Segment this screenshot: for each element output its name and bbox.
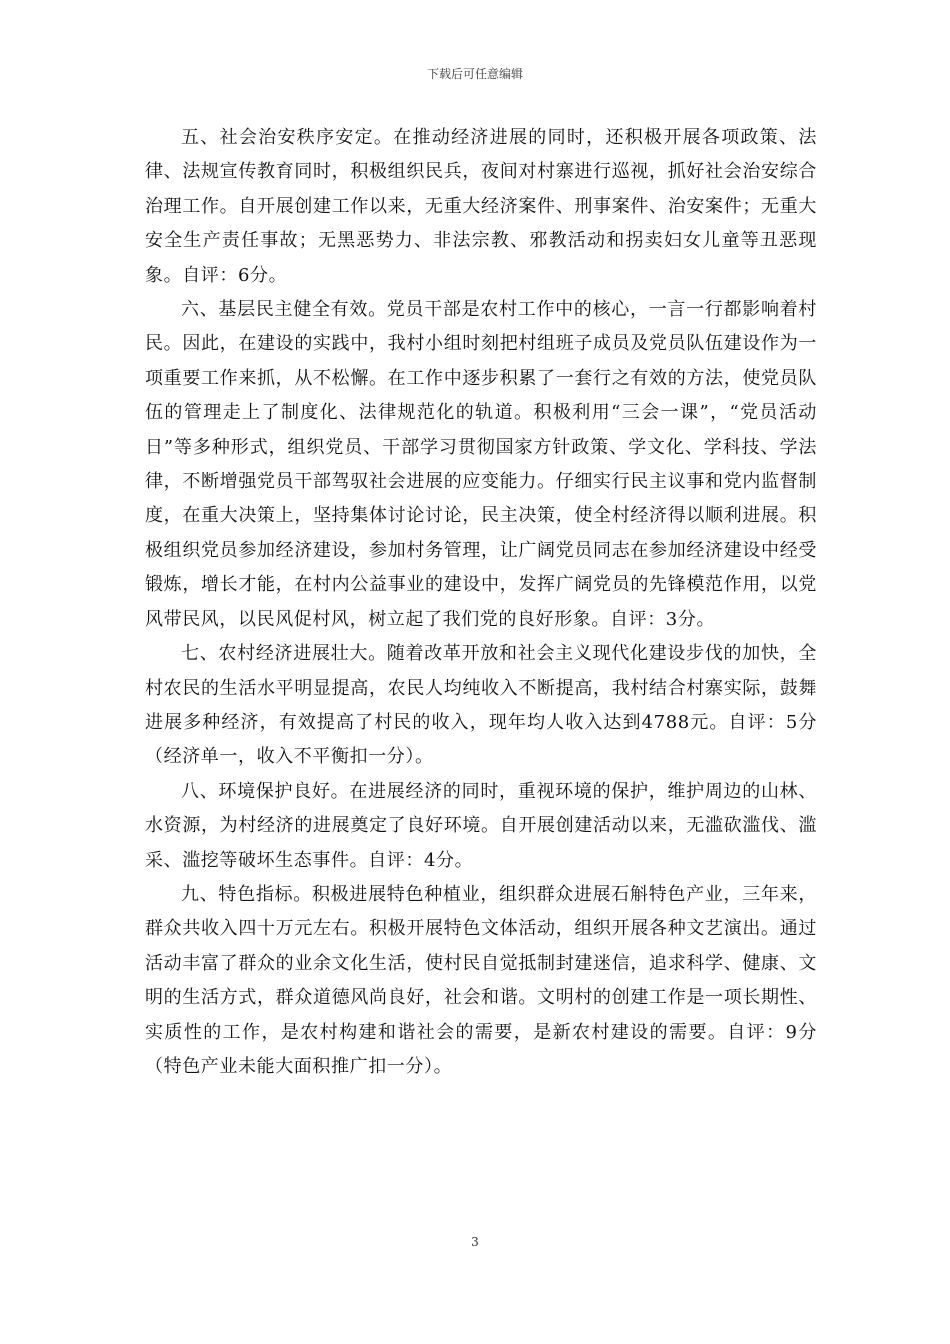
- paragraph-social-security: 五、社会治安秩序安定。在推动经济进展的同时，还积极开展各项政策、法律、法规宣传教育同时，积极组织民兵，夜间对村寨进行巡视，抓好社会治安综合治理工作。自开展创建工作以来，无重大经济案件、刑事案件、治安案件；无重大安全生产责任事故；无黑恶势力、非法宗教、邪教活动和拐卖妇女儿童等丑恶现象。自评：6分。: [145, 127, 817, 286]
- paragraph-environment: 八、环境保护良好。在进展经济的同时，重视环境的保护，维护周边的山林、水资源，为村经济的进展奠定了良好环境。自开展创建活动以来，无滥砍滥伐、滥采、滥挖等破坏生态事件。自评：4分。: [145, 780, 817, 871]
- page-number: 3: [471, 1235, 479, 1249]
- paragraph-rural-economy: 七、农村经济进展壮大。随着改革开放和社会主义现代化建设步伐的加快，全村农民的生活水平明显提高，农民人均纯收入不断提高，我村结合村寨实际，鼓舞进展多种经济，有效提高了村民的收入，现年均人收入达到4788元。自评：5分（经济单一，收入不平衡扣一分）。: [145, 643, 817, 768]
- document-body: [145, 121, 817, 1084]
- paragraph-special-indicators: 九、特色指标。积极进展特色种植业，组织群众进展石斛特色产业，三年来，群众共收入四十万元左右。积极开展特色文体活动，组织开展各种文艺演出。通过活动丰富了群众的业余文化生活，使村民自觉抵制封建迷信，追求科学、健康、文明的生活方式，群众道德风尚良好，社会和谐。文明村的创建工作是一项长期性、实质性的工作，是农村构建和谐社会的需要，是新农村建设的需要。自评：9分（特色产业未能大面积推广扣一分）。: [145, 883, 817, 1077]
- paragraph-grassroots-democracy: 六、基层民主健全有效。党员干部是农村工作中的核心，一言一行都影响着村民。因此，在建设的实践中，我村小组时刻把村组班子成员及党员队伍建设作为一项重要工作来抓，从不松懈。在工作中逐步积累了一套行之有效的方法，使党员队伍的管理走上了制度化、法律规范化的轨道。积极利用“三会一课”，“党员活动日”等多种形式，组织党员、干部学习贯彻国家方针政策、学文化、学科技、学法律，不断增强党员干部驾驭社会进展的应变能力。仔细实行民主议事和党内监督制度，在重大决策上，坚持集体讨论讨论，民主决策，使全村经济得以顺利进展。积极组织党员参加经济建设，参加村务管理，让广阔党员同志在参加经济建设中经受锻炼，增长才能，在村内公益事业的建设中，发挥广阔党员的先锋模范作用，以党风带民风，以民风促村风，树立起了我们党的良好形象。自评：3分。: [145, 299, 817, 630]
- page-header: 下载后可任意编辑: [426, 67, 523, 81]
